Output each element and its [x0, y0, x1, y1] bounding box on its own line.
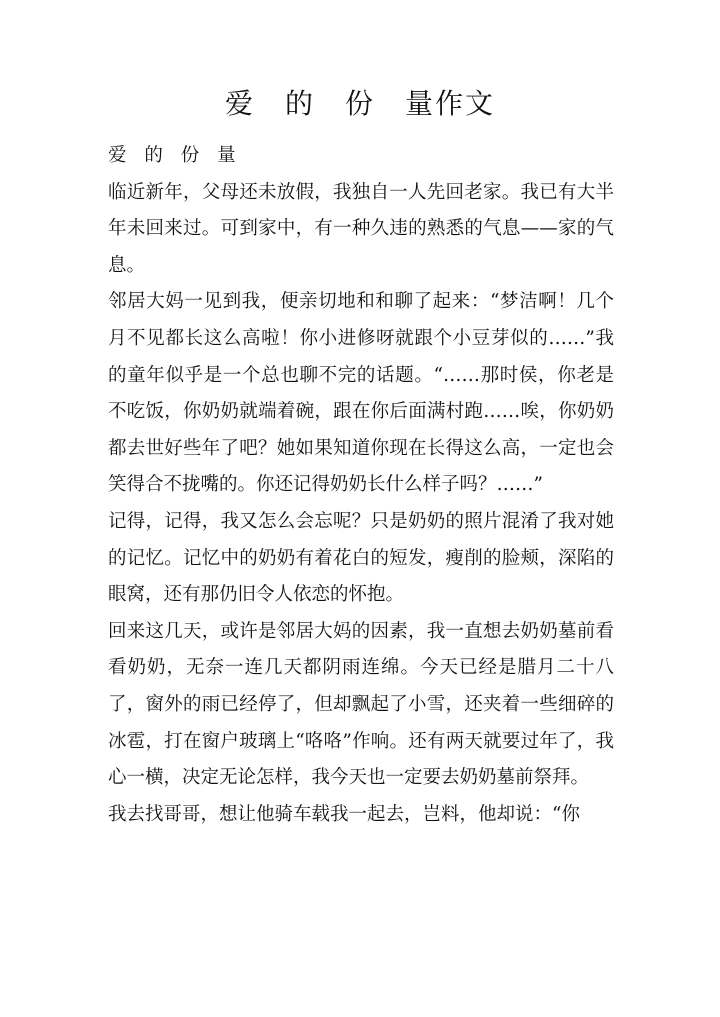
- document-subtitle: 爱 的 份 量: [108, 145, 242, 166]
- paragraph: 邻居大妈一见到我，便亲切地和和聊了起来：“梦洁啊！几个月不见都长这么高啦！你小进修呀就跟个小豆芽似的……”我的童年似乎是一个总也聊不完的话题。“……那时侯，你老是不吃饭，你奶奶就端着碗，跟在你后面满村跑……唉，你奶奶都去世好些年了吧？她如果知道你现在长得这么高，一定也会笑得合不拢嘴的。你还记得奶奶长什么样子吗？……”: [108, 291, 614, 496]
- paragraph: 临近新年，父母还未放假，我独自一人先回老家。我已有大半年未回来过。可到家中，有一种久违的熟悉的气息——家的气息。: [108, 181, 614, 276]
- paragraph: 记得，记得，我又怎么会忘呢？只是奶奶的照片混淆了我对她的记忆。记忆中的奶奶有着花白的短发，瘦削的脸颊，深陷的眼窝，还有那仍旧令人依恋的怀抱。: [108, 510, 614, 606]
- document-title: 爱 的 份 量作文: [224, 87, 495, 120]
- document-body: [108, 138, 614, 833]
- paragraph: 回来这几天，或许是邻居大妈的因素，我一直想去奶奶墓前看看奶奶，无奈一连几天都阴雨连绵。今天已经是腊月二十八了，窗外的雨已经停了，但却飘起了小雪，还夹着一些细碎的冰雹，打在窗户玻璃上“咯咯”作响。还有两天就要过年了，我心一横，决定无论怎样，我今天也一定要去奶奶墓前祭拜。: [108, 620, 614, 789]
- paragraph: 我去找哥哥，想让他骑车载我一起去，岂料，他却说：“你: [108, 803, 580, 825]
